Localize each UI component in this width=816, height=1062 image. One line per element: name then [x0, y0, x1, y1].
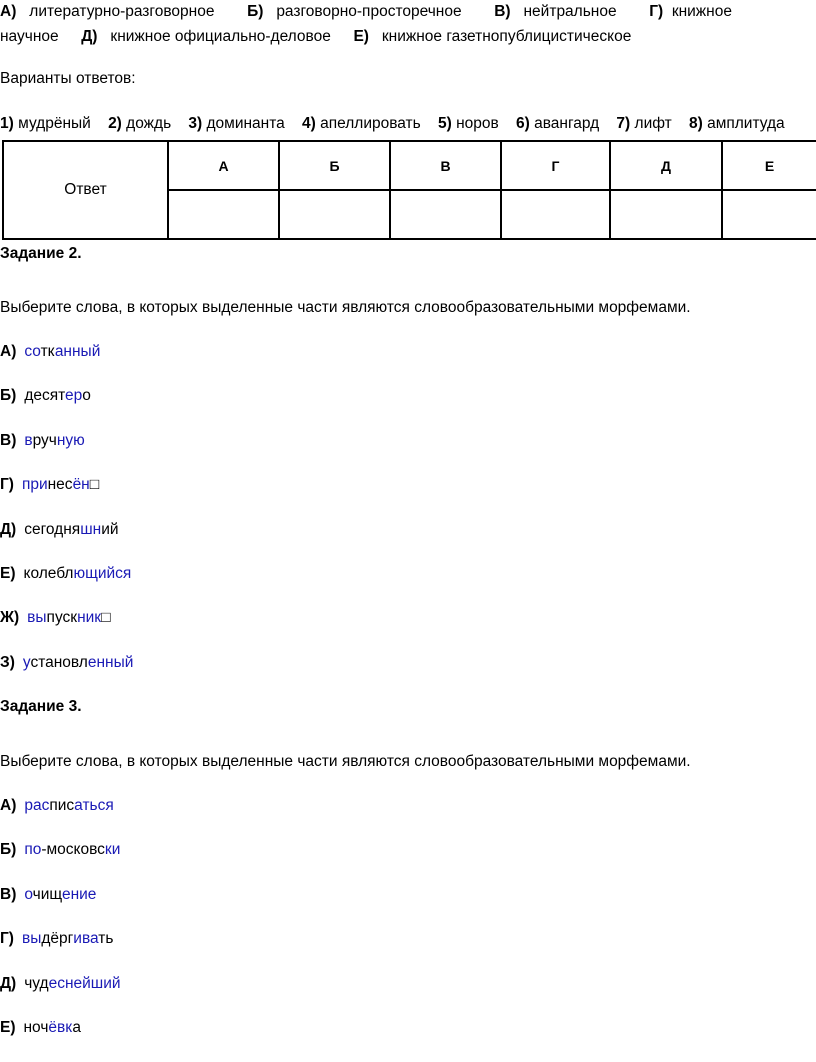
style-item: Д) книжное официально-деловое	[81, 28, 331, 45]
morpheme-highlighted: ёвк	[48, 1019, 73, 1036]
morpheme-highlighted: рас	[24, 797, 50, 814]
morpheme-plain: а	[72, 1019, 82, 1036]
morpheme-plain: -московс	[41, 841, 105, 859]
morpheme-plain: тк	[40, 343, 55, 360]
word-item	[0, 1018, 81, 1038]
morpheme-plain: ий	[101, 520, 119, 538]
word-item-label: Ж)	[0, 609, 20, 627]
word-item-label: В)	[0, 431, 17, 449]
morpheme-plain: чищ	[32, 885, 62, 903]
morpheme-plain: колебл	[23, 565, 74, 582]
word-item-label: Д)	[0, 520, 17, 538]
word-item-label: Г)	[0, 930, 14, 948]
task3-instruction: Выберите слова, в которых выделенные части являются словообразовательными морфемами.	[0, 753, 691, 770]
morpheme-plain: десят	[24, 387, 66, 405]
word	[24, 1019, 82, 1036]
morpheme-plain: нес	[47, 476, 73, 494]
morpheme-plain: дёрг	[41, 930, 74, 948]
style-item: В) нейтральное	[494, 3, 617, 20]
word-item	[0, 974, 121, 994]
word	[24, 565, 132, 582]
word-item	[0, 608, 110, 628]
word-item	[0, 796, 114, 816]
morpheme-highlighted: аться	[74, 797, 114, 814]
task2-title: Задание 2.	[0, 245, 82, 262]
word	[24, 387, 91, 404]
morpheme-highlighted: ер	[65, 387, 83, 405]
morpheme-plain: □	[89, 476, 100, 494]
word	[24, 432, 84, 449]
morpheme-highlighted: енный	[87, 653, 134, 671]
styles-line-2	[0, 27, 631, 47]
styles-line-1	[0, 2, 816, 22]
morpheme-highlighted: у	[22, 653, 31, 671]
word-item	[0, 386, 91, 406]
morpheme-plain: чуд	[24, 974, 49, 992]
answer-row-label: Ответ	[3, 141, 168, 239]
morpheme-highlighted: анный	[54, 343, 101, 360]
morpheme-highlighted: ки	[104, 841, 121, 859]
morpheme-highlighted: в	[24, 431, 33, 449]
morpheme-highlighted: ющийся	[73, 565, 132, 582]
option-item: 8) амплитуда	[688, 115, 785, 132]
word-item-label: Б)	[0, 841, 17, 859]
morpheme-highlighted: ную	[56, 431, 85, 449]
answer-col-header: Г	[501, 141, 610, 190]
word-item-label: Б)	[0, 387, 17, 405]
word	[24, 841, 120, 858]
morpheme-highlighted: еснейший	[48, 974, 121, 992]
morpheme-highlighted: ник	[77, 609, 102, 627]
word-item-label: А)	[0, 797, 17, 814]
variants-heading: Варианты ответов:	[0, 70, 136, 87]
word-item	[0, 885, 96, 905]
morpheme-highlighted: ение	[61, 885, 97, 903]
morpheme-plain: ноч	[23, 1019, 49, 1036]
word-item	[0, 653, 133, 673]
style-item: Б) разговорно-просторечное	[247, 3, 462, 20]
option-item: 7) лифт	[616, 115, 672, 132]
answer-cell[interactable]	[279, 190, 390, 239]
option-item: 4) апеллировать	[302, 115, 421, 132]
morpheme-highlighted: ива	[73, 930, 99, 948]
morpheme-highlighted: со	[24, 343, 41, 360]
options-line	[0, 114, 785, 134]
word-item-label: В)	[0, 885, 17, 903]
task3-title: Задание 3.	[0, 698, 82, 715]
morpheme-plain: о	[82, 387, 91, 405]
morpheme-plain: руч	[32, 431, 57, 449]
morpheme-plain: □	[101, 609, 111, 627]
answer-cell[interactable]	[501, 190, 610, 239]
option-item: 3) доминанта	[188, 115, 285, 132]
answer-cell[interactable]	[722, 190, 816, 239]
word-item-label: Д)	[0, 974, 17, 992]
style-item: Г) книжное	[649, 3, 732, 20]
word	[24, 797, 113, 814]
morpheme-plain: пис	[49, 797, 75, 814]
word-item	[0, 929, 113, 949]
word	[24, 975, 120, 992]
morpheme-highlighted: по	[24, 841, 42, 859]
word-item	[0, 840, 120, 860]
style-item: А) литературно-разговорное	[0, 3, 215, 20]
option-item: 1) мудрёный	[0, 115, 91, 132]
morpheme-highlighted: ён	[72, 476, 90, 494]
morpheme-plain: становл	[30, 653, 88, 671]
option-item: 5) норов	[437, 115, 499, 132]
word	[24, 521, 118, 538]
word-item-label: Г)	[0, 476, 14, 494]
word-item-label: Е)	[0, 1019, 16, 1036]
word-item-label: А)	[0, 343, 17, 360]
answer-col-header: Д	[610, 141, 722, 190]
option-item: 2) дождь	[108, 115, 172, 132]
answer-cell[interactable]	[168, 190, 279, 239]
word-item	[0, 475, 99, 495]
answer-col-header: А	[168, 141, 279, 190]
morpheme-highlighted: о	[24, 885, 33, 903]
morpheme-highlighted: шн	[80, 520, 102, 538]
answer-col-header: Е	[722, 141, 816, 190]
morpheme-plain: пуск	[46, 609, 78, 627]
morpheme-highlighted: при	[21, 476, 48, 494]
word	[27, 609, 110, 626]
word	[23, 654, 134, 671]
answer-col-header: Б	[279, 141, 390, 190]
word-item	[0, 520, 119, 540]
morpheme-plain: ть	[98, 930, 114, 948]
word-item	[0, 342, 100, 362]
answer-cell[interactable]	[390, 190, 501, 239]
answer-table	[2, 140, 816, 240]
morpheme-highlighted: вы	[21, 930, 42, 948]
word-item	[0, 564, 131, 584]
style-item: научное	[0, 28, 59, 45]
word	[24, 343, 100, 360]
answer-col-header: В	[390, 141, 501, 190]
word	[24, 886, 96, 903]
word-item-label: Е)	[0, 565, 16, 582]
morpheme-highlighted: вы	[27, 609, 47, 627]
word	[22, 476, 99, 493]
morpheme-plain: сегодня	[24, 520, 81, 538]
option-item: 6) авангард	[515, 115, 600, 132]
style-item: Е) книжное газетнопублицистическое	[353, 28, 632, 45]
word-item-label: З)	[0, 653, 15, 671]
word	[22, 930, 114, 947]
answer-cell[interactable]	[610, 190, 722, 239]
word-item	[0, 431, 85, 451]
task2-instruction: Выберите слова, в которых выделенные части являются словообразовательными морфемами.	[0, 299, 691, 316]
